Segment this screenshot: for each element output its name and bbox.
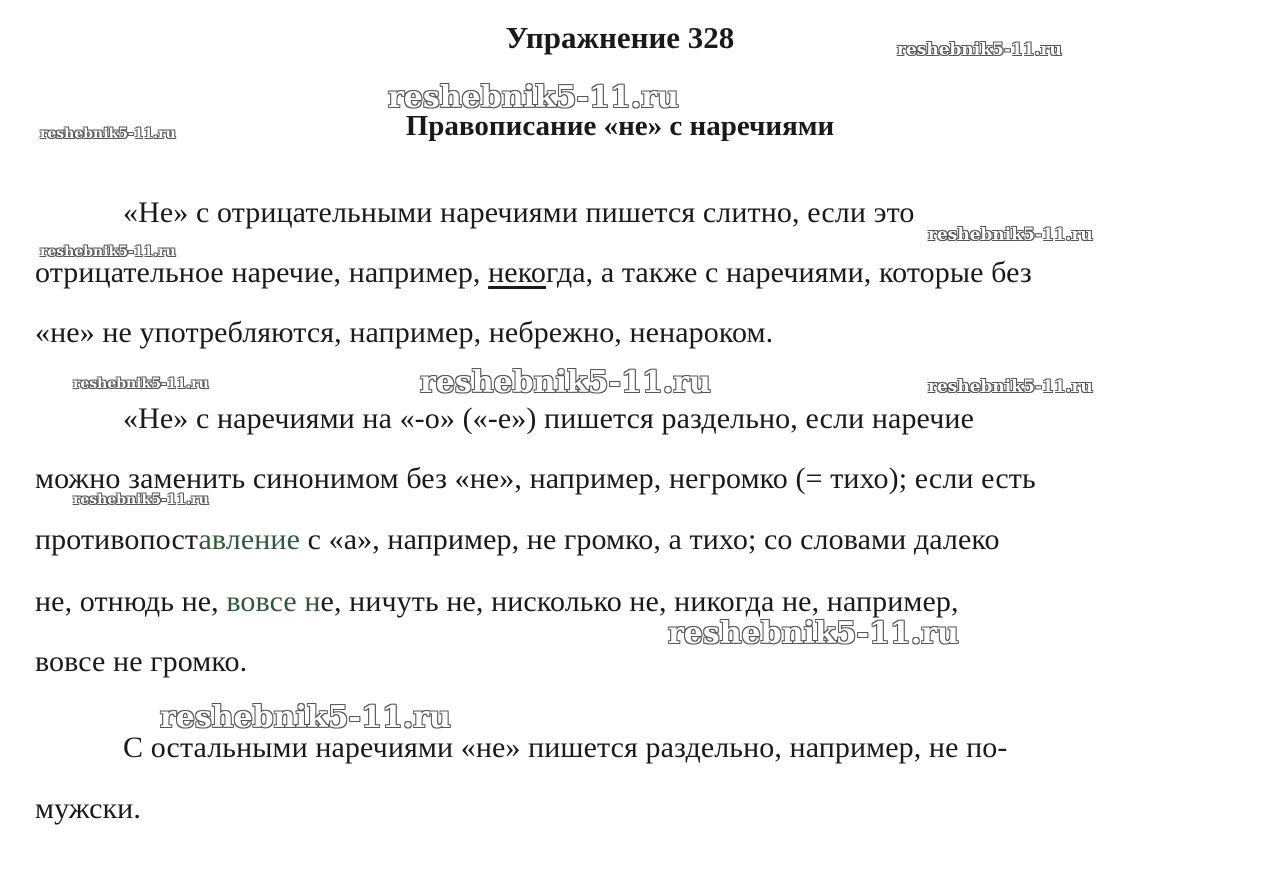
watermark: reshebnik5-11.ru [668,616,959,651]
paragraph-line [123,402,974,436]
text-segment: вовсе не громко. [35,645,248,678]
text-segment: вовсе н [226,585,321,618]
text-segment: не, отнюдь не, [35,585,227,618]
text-segment: е, ничуть не, нисколько не, никогда не, например, [320,585,959,618]
watermark: reshebnik5-11.ru [897,40,1062,60]
watermark: reshebnik5-11.ru [40,244,176,260]
text-segment: «Не» с наречиями на «-о» («-е») пишется раздельно, если наречие [123,402,974,435]
watermark: reshebnik5-11.ru [160,700,451,735]
watermark: reshebnik5-11.ru [73,376,209,392]
paragraph-line [123,196,915,230]
paragraph-line [35,462,1036,496]
watermark: reshebnik5-11.ru [928,377,1093,397]
text-segment: С остальными наречиями «не» пишется раздельно, например, не по- [123,731,1008,764]
exercise-title: Упражнение 328 [505,20,735,55]
paragraph-line [35,523,1000,557]
watermark: reshebnik5-11.ru [388,80,679,115]
text-segment: мужски. [35,792,141,825]
paragraph-line [35,256,1032,290]
watermark: reshebnik5-11.ru [420,365,711,400]
underlined-text: неко [488,256,546,289]
text-segment: авление [198,523,300,556]
text-segment: гда, а также с наречиями, которые без [545,256,1032,289]
text-segment: «не» не употребляются, например, небрежно, ненароком. [35,316,774,349]
paragraph-line [35,792,141,826]
paragraph-line [35,316,773,350]
paragraph-line [35,645,247,679]
watermark: reshebnik5-11.ru [40,126,176,142]
text-segment: отрицательное наречие, например, [35,256,489,289]
paragraph-line [35,585,959,619]
text-segment: можно заменить синонимом без «не», например, негромко (= тихо); если есть [35,462,1036,495]
watermark: reshebnik5-11.ru [928,225,1093,245]
text-segment: с «а», например, не громко, а тихо; со словами далеко [299,523,1000,556]
text-segment: «Не» с отрицательными наречиями пишется слитно, если это [123,196,915,229]
rule-heading: Правописание «не» с наречиями [405,110,835,142]
paragraph-line [123,731,1007,765]
text-segment: противопост [35,523,199,556]
watermark: reshebnik5-11.ru [73,492,209,508]
